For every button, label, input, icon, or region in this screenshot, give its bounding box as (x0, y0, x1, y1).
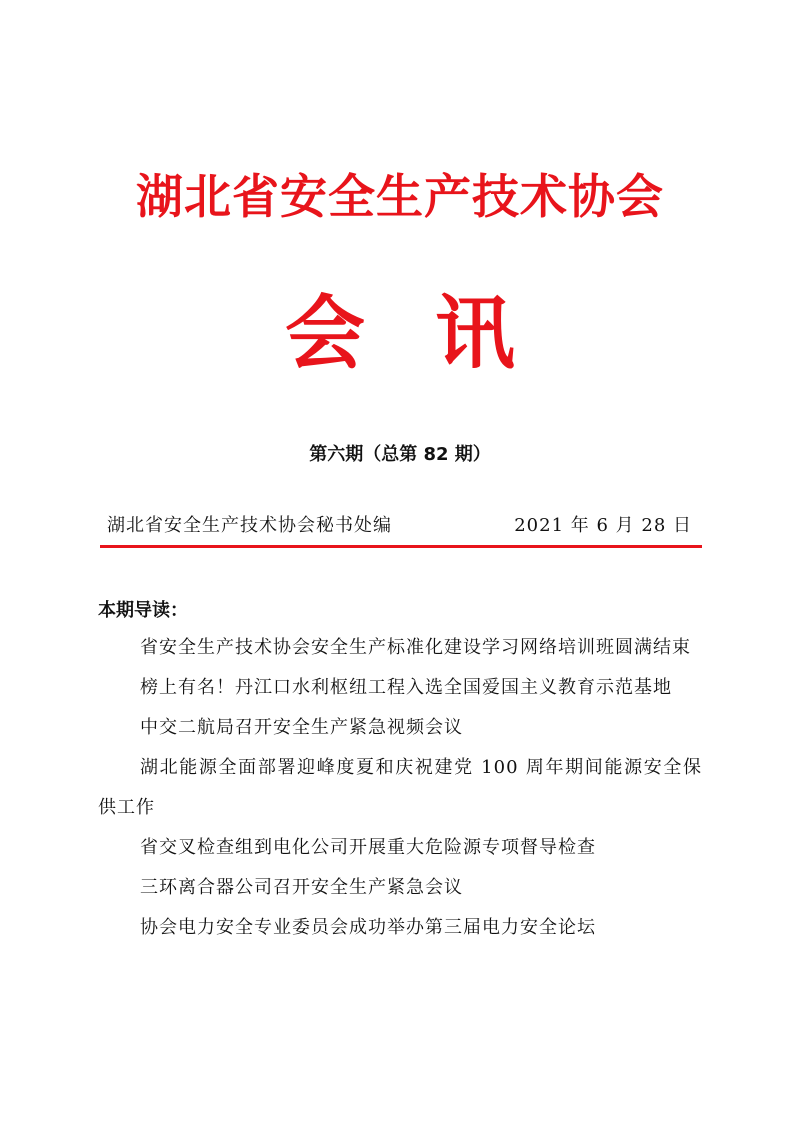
issue-number: 第六期（总第 82 期） (309, 444, 491, 465)
toc-item: 省交叉检查组到电化公司开展重大危险源专项督导检查 (140, 837, 596, 858)
editor-line: 湖北省安全生产技术协会秘书处编 (107, 515, 392, 536)
organization-title: 湖北省安全生产技术协会 (136, 170, 664, 225)
toc-heading: 本期导读： (98, 600, 188, 621)
toc-list (98, 628, 702, 948)
toc-item: 榜上有名！丹江口水利枢纽工程入选全国爱国主义教育示范基地 (140, 677, 672, 698)
toc-item: 中交二航局召开安全生产紧急视频会议 (140, 717, 463, 738)
toc-item: 省安全生产技术协会安全生产标准化建设学习网络培训班圆满结束 (140, 637, 691, 658)
publish-date: 2021 年 6 月 28 日 (514, 515, 692, 536)
toc-item: 湖北能源全面部署迎峰度夏和庆祝建党 100 周年期间能源安全保供工作 (98, 757, 702, 818)
toc-item: 三环离合器公司召开安全生产紧急会议 (140, 877, 463, 898)
toc-item: 协会电力安全专业委员会成功举办第三届电力安全论坛 (140, 917, 596, 938)
red-divider (100, 545, 702, 548)
document-name: 会讯 (285, 287, 585, 380)
